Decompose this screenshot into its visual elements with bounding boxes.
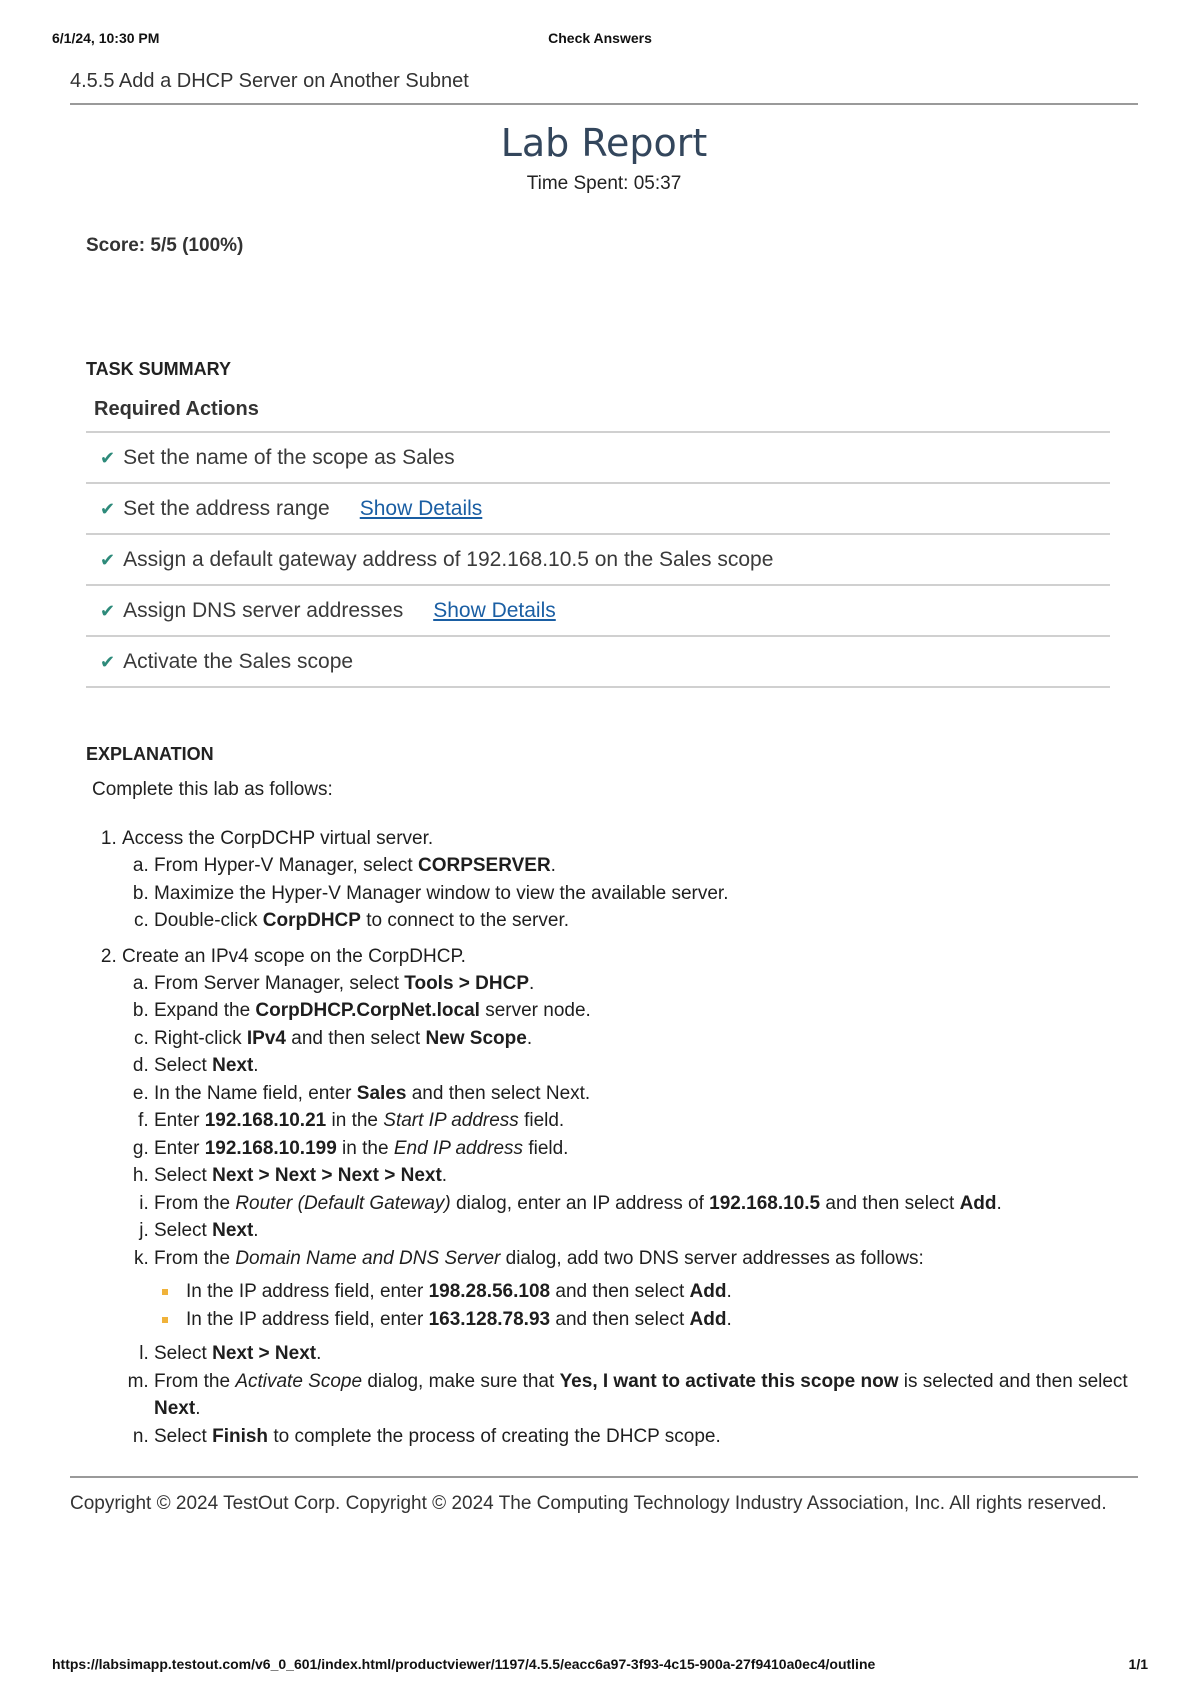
substeps-list (122, 852, 1138, 935)
required-actions-heading: Required Actions (86, 390, 1110, 433)
explanation-intro: Complete this lab as follows: (92, 779, 333, 800)
time-spent-value: 05:37 (633, 173, 682, 194)
score: Score: 5/5 (100%) (86, 235, 244, 256)
action-row (86, 484, 1110, 535)
print-url: https://labsimapp.testout.com/v6_0_601/index.html/productviewer/1197/4.5.5/eacc6a97-3f93-4c15-900a-27f9410a0ec4/outline (52, 1656, 876, 1672)
substep-item: a. From Hyper-V Manager, select CORPSERVER. (154, 852, 1138, 880)
action-text: Set the name of the scope as Sales (123, 446, 455, 469)
dns-bullet-list (154, 1278, 1138, 1334)
action-text: Set the address range (123, 497, 330, 520)
check-icon: ✔ (100, 600, 116, 621)
substep-item: c. Double-click CorpDHCP to connect to the server. (154, 907, 1138, 935)
substep-item: m. From the Activate Scope dialog, make sure that Yes, I want to activate this scope now is selected and then select Next. (154, 1368, 1138, 1423)
action-row (86, 433, 1110, 484)
check-icon: ✔ (100, 651, 116, 672)
substep-item: n. Select Finish to complete the process of creating the DHCP scope. (154, 1423, 1138, 1451)
print-date: 6/1/24, 10:30 PM (52, 30, 160, 46)
show-details-link[interactable]: Show Details (359, 497, 483, 520)
task-summary-heading: TASK SUMMARY (86, 359, 231, 379)
step-item: 2. Create an IPv4 scope on the CorpDHCP. a. From Server Manager, select Tools > DHCP. b. Expand the CorpDHCP.CorpNet.local server node. c. Right-click IPv4 and then select New Scope. d. Select Next. e. In the Name field, enter Sales and then select Next. f. Enter 192.168.10.21 in the Start IP address field. g. Enter 192.168.10.199 in the End IP address field. h. Select Next > Next > Next > Next. i. From the Router (Default Gateway) dialog, enter an IP address of 192.168.10.5 and then select Add. j. Select Next. k. From the Domain Name and DNS Server dialog, add two DNS server addresses as follows: In the IP address field, enter 198.28.56.108 and then select Add. In the IP address field, enter 163.128.78.93 and then select Add. l. Select Next > Next. m. From the Activate Scope dialog, make sure that Yes, I want to activate this scope now is selected and then select Next. n. Select Finish to complete the process of creating the DHCP scope. (122, 943, 1138, 1451)
show-details-link[interactable]: Show Details (433, 599, 556, 622)
action-row (86, 586, 1110, 637)
substep-item: f. Enter 192.168.10.21 in the Start IP address field. (154, 1107, 1138, 1135)
action-text: Assign DNS server addresses (123, 599, 404, 622)
action-row (86, 637, 1110, 688)
substep-item: c. Right-click IPv4 and then select New Scope. (154, 1025, 1138, 1053)
substep-item: b. Maximize the Hyper-V Manager window to view the available server. (154, 880, 1138, 908)
action-text: Assign a default gateway address of 192.168.10.5 on the Sales scope (123, 548, 774, 571)
action-text: Activate the Sales scope (123, 650, 354, 673)
header-divider (70, 103, 1138, 105)
substep-item: i. From the Router (Default Gateway) dialog, enter an IP address of 192.168.10.5 and then select Add. (154, 1190, 1138, 1218)
print-footer (52, 1656, 1148, 1676)
required-actions-table (86, 390, 1110, 688)
substep-item: g. Enter 192.168.10.199 in the End IP address field. (154, 1135, 1138, 1163)
bullet-item: In the IP address field, enter 163.128.78.93 and then select Add. (182, 1306, 1138, 1334)
steps-list (70, 825, 1138, 1450)
lab-report-document (70, 70, 1138, 1518)
substep-item: d. Select Next. (154, 1052, 1138, 1080)
substep-item: j. Select Next. (154, 1217, 1138, 1245)
course-title: 4.5.5 Add a DHCP Server on Another Subnet (70, 70, 469, 92)
check-icon: ✔ (100, 498, 116, 519)
explanation-heading: EXPLANATION (86, 744, 214, 764)
substep-item: h. Select Next > Next > Next > Next. (154, 1162, 1138, 1190)
print-header (52, 30, 1148, 50)
check-icon: ✔ (100, 447, 116, 468)
bullet-item: In the IP address field, enter 198.28.56.108 and then select Add. (182, 1278, 1138, 1306)
time-spent-label: Time Spent: (526, 173, 634, 194)
page-number: 1/1 (1128, 1656, 1148, 1672)
report-title: Lab Report (500, 121, 708, 165)
footer-divider (70, 1476, 1138, 1478)
copyright: Copyright © 2024 TestOut Corp. Copyright © 2024 The Computing Technology Industry Association, Inc. All rights reserved. (70, 1493, 1107, 1514)
print-title: Check Answers (548, 30, 652, 46)
substeps-list (122, 970, 1138, 1451)
substep-item: e. In the Name field, enter Sales and then select Next. (154, 1080, 1138, 1108)
substep-item: b. Expand the CorpDHCP.CorpNet.local server node. (154, 997, 1138, 1025)
action-row (86, 535, 1110, 586)
substep-item: l. Select Next > Next. (154, 1340, 1138, 1368)
time-spent (70, 173, 1138, 195)
step-item: 1. Access the CorpDCHP virtual server. a. From Hyper-V Manager, select CORPSERVER. b. Maximize the Hyper-V Manager window to view the available server. c. Double-click CorpDHCP to connect to the server. (122, 825, 1138, 935)
substep-item: k. From the Domain Name and DNS Server dialog, add two DNS server addresses as follows: In the IP address field, enter 198.28.56.108 and then select Add. In the IP address field, enter 163.128.78.93 and then select Add. (154, 1245, 1138, 1335)
check-icon: ✔ (100, 549, 116, 570)
substep-item: a. From Server Manager, select Tools > DHCP. (154, 970, 1138, 998)
